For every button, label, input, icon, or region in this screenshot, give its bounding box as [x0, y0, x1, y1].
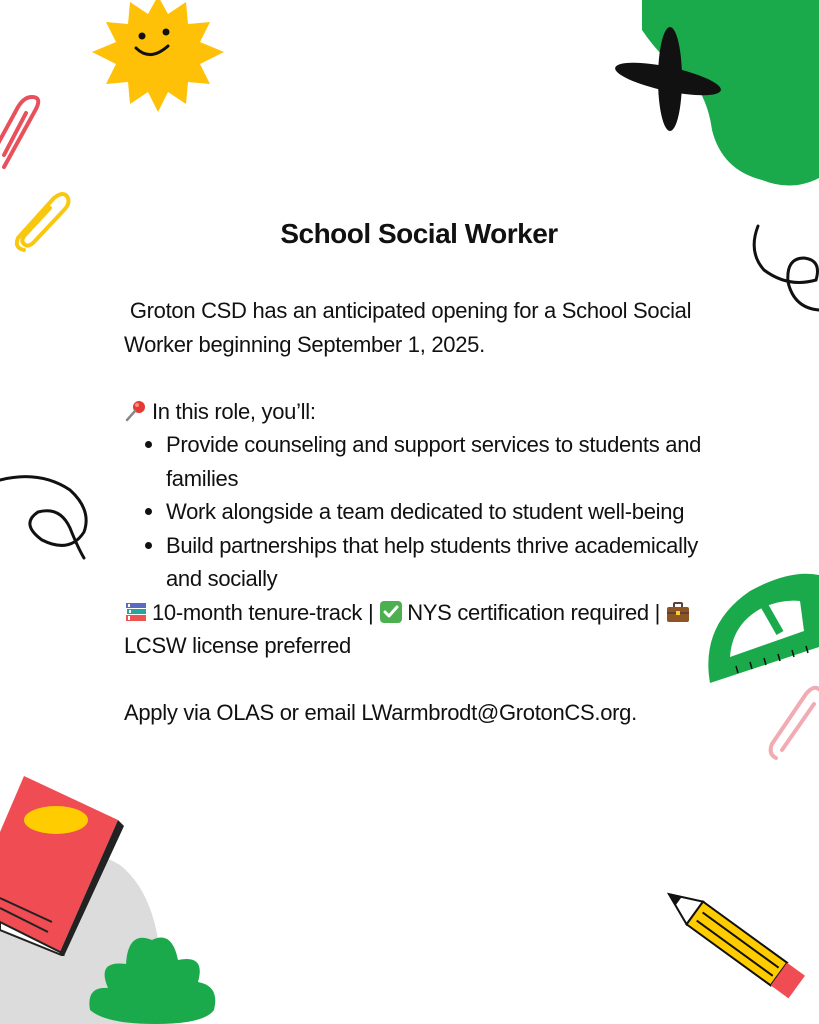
black-cross-icon	[612, 24, 724, 134]
job-posting	[124, 212, 704, 730]
yellow-paperclip-icon	[12, 190, 72, 256]
license-text: LCSW license preferred	[124, 633, 351, 658]
briefcase-icon	[666, 600, 690, 624]
list-item: Build partnerships that help students thrive academically and socially	[166, 529, 704, 596]
black-squiggle-top-right	[748, 222, 819, 314]
red-book-icon	[0, 772, 124, 956]
list-item: Provide counseling and support services to students and families	[166, 428, 704, 495]
red-paperclip-icon	[0, 95, 50, 175]
certification-text: NYS certification required |	[407, 599, 666, 625]
books-icon	[124, 600, 148, 624]
role-heading-text: In this role, you’ll:	[152, 398, 316, 424]
intro-paragraph: Groton CSD has an anticipated opening for a School Social Worker beginning September 1, 2025.	[124, 298, 697, 357]
tenure-text: 10-month tenure-track |	[152, 599, 380, 625]
yellow-pencil-icon	[652, 876, 812, 1004]
black-squiggle-left	[0, 470, 96, 560]
green-protractor-icon	[700, 565, 819, 690]
smiling-sun-icon	[86, 0, 230, 116]
duties-list	[124, 428, 704, 596]
green-bush-icon	[86, 930, 220, 1024]
page-title: School Social Worker	[280, 218, 558, 249]
pushpin-icon	[124, 399, 148, 423]
list-item: Work alongside a team dedicated to student well-being	[166, 495, 704, 529]
role-heading	[124, 395, 704, 429]
pink-paperclip-icon	[764, 684, 819, 764]
job-details	[124, 596, 704, 663]
check-mark-icon	[379, 600, 403, 624]
apply-instructions: Apply via OLAS or email LWarmbrodt@GrotonCS.org.	[124, 700, 637, 725]
